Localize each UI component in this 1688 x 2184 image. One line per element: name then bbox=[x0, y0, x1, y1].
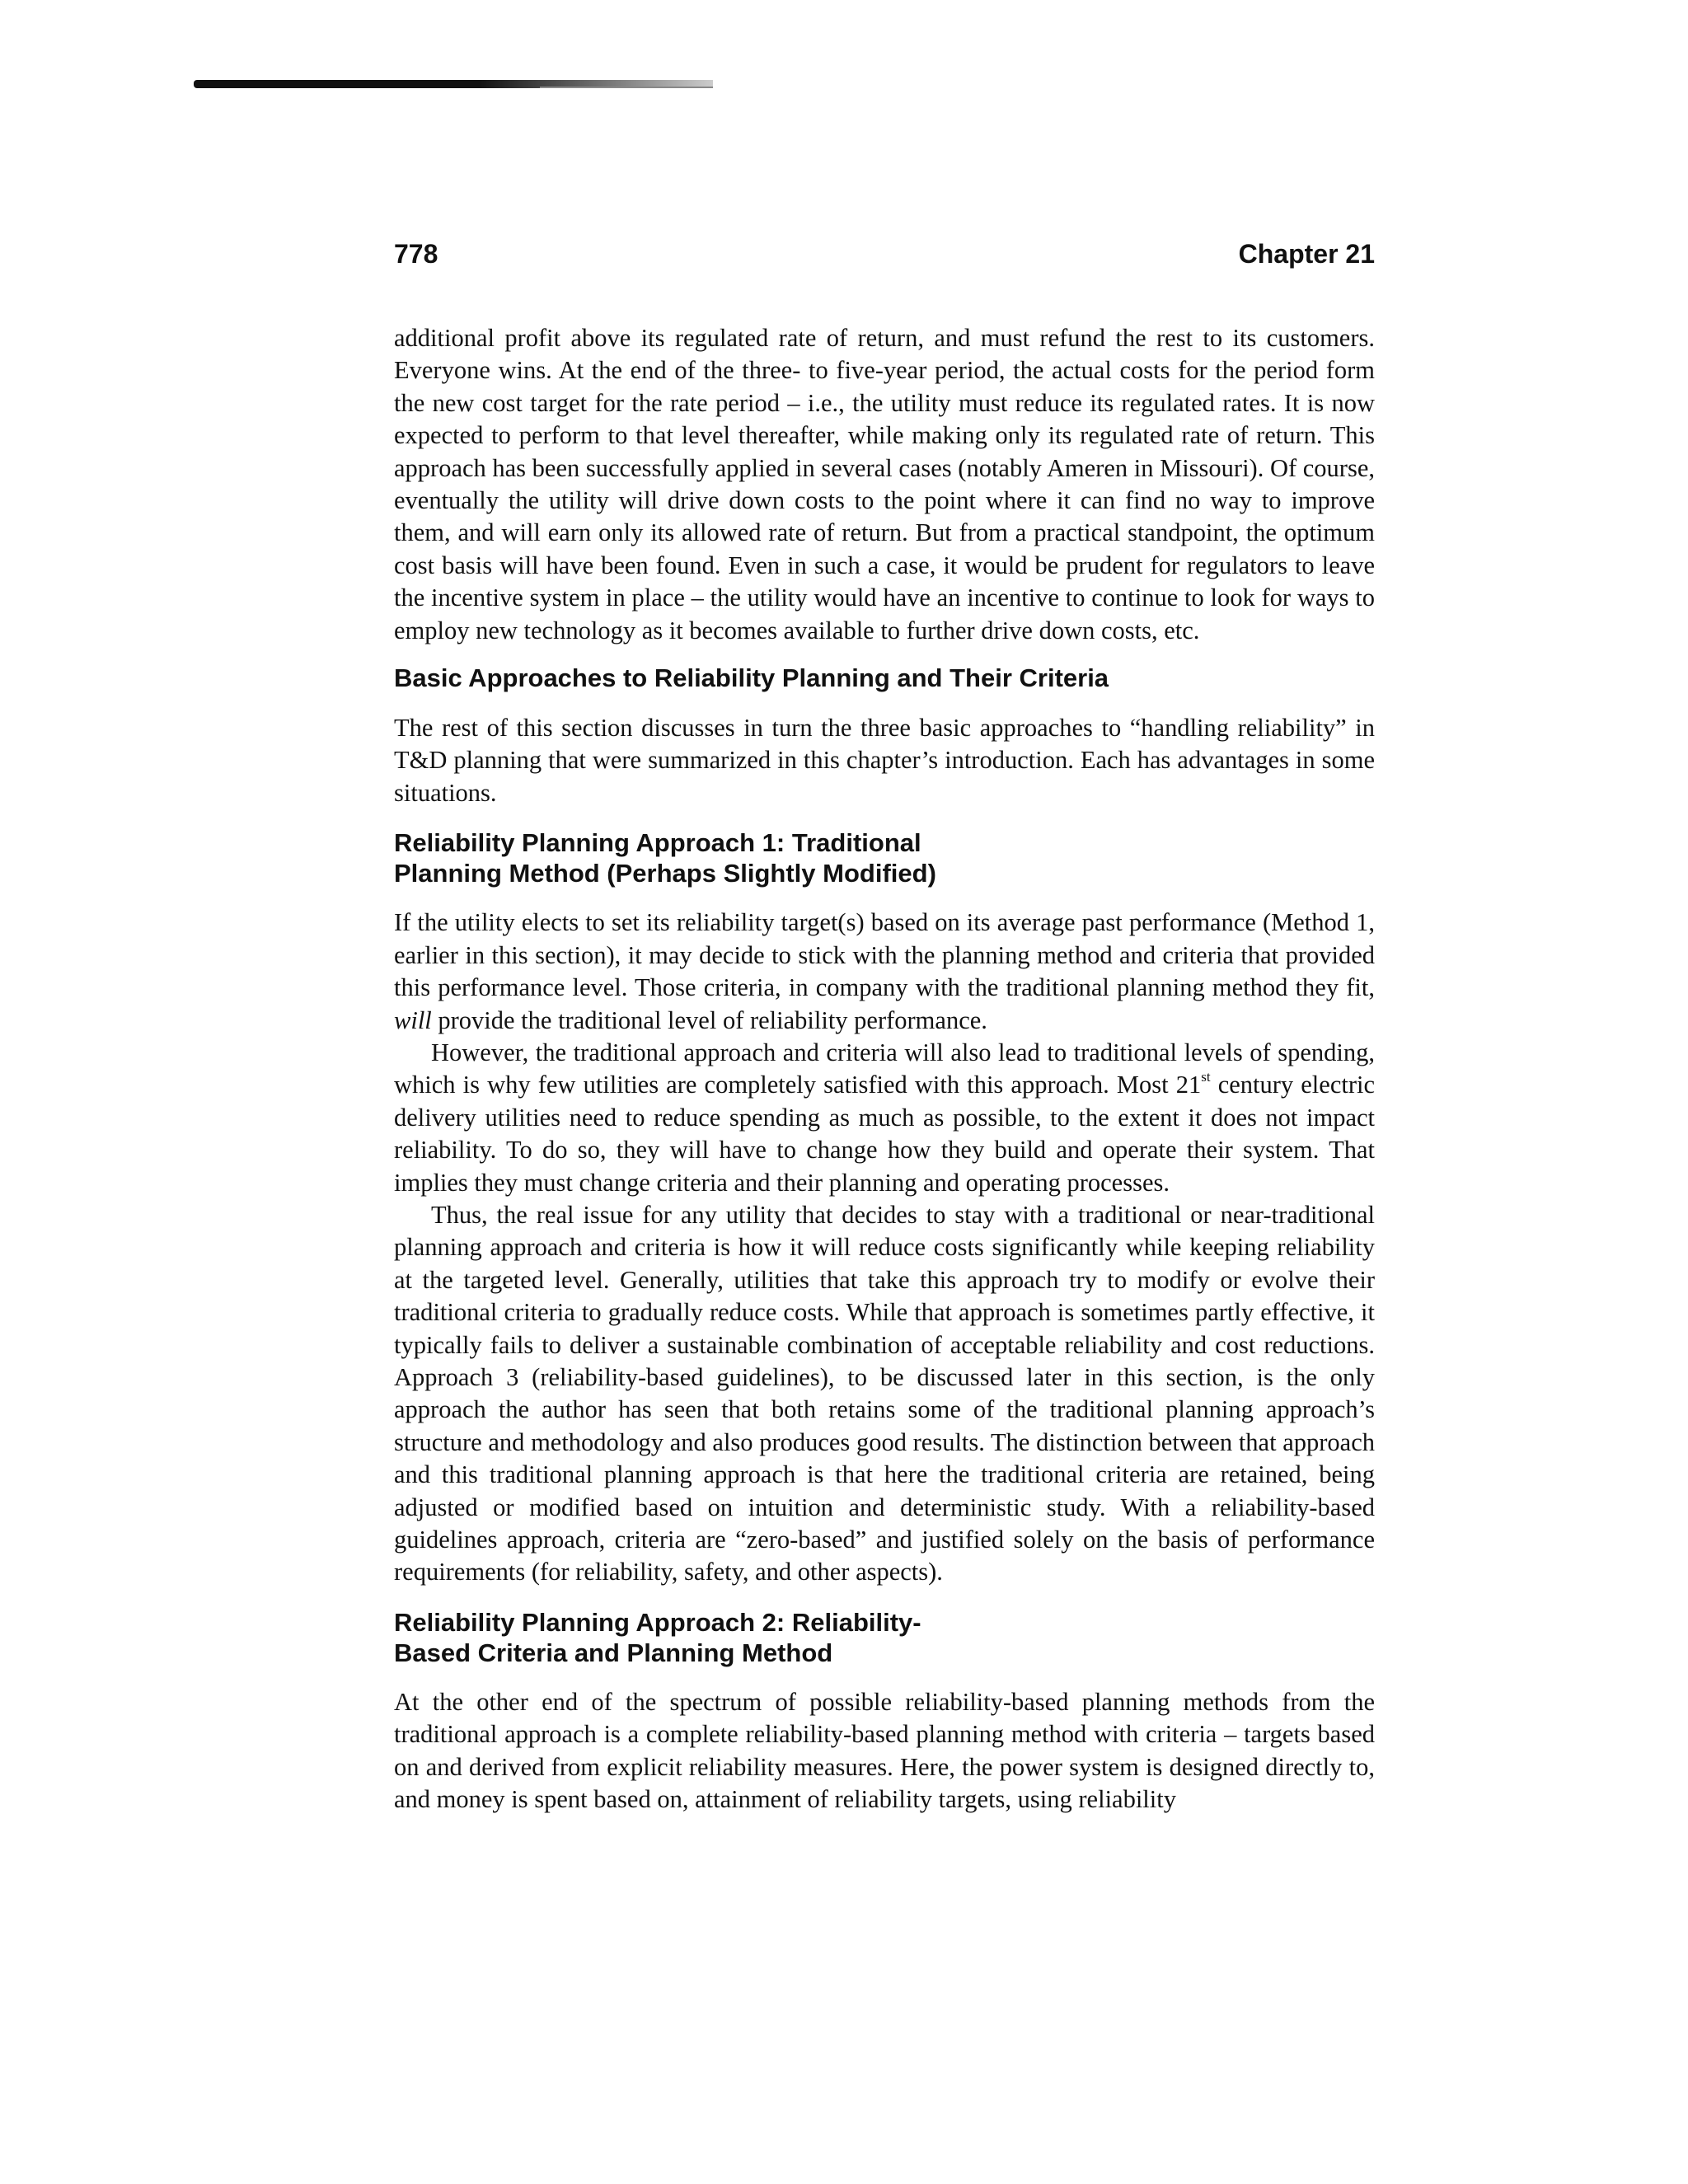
emphasis-will: will bbox=[394, 1005, 432, 1034]
heading-line-1: Reliability Planning Approach 2: Reliability- bbox=[394, 1607, 921, 1637]
scan-artifact-bar bbox=[194, 80, 713, 88]
heading-line-2: Planning Method (Perhaps Slightly Modified) bbox=[394, 859, 936, 888]
running-header bbox=[394, 239, 1375, 269]
superscript-st: st bbox=[1201, 1069, 1211, 1085]
paragraph-2: The rest of this section discusses in turn the three basic approaches to “handling reliability” in T&D planning that were summarized in this chapter’s introduction. Each has advantages in some situations. bbox=[394, 714, 1375, 807]
heading-line-1: Reliability Planning Approach 1: Traditional bbox=[394, 828, 921, 858]
page-number: 778 bbox=[394, 239, 438, 269]
chapter-label: Chapter 21 bbox=[1238, 239, 1375, 269]
paragraph-5: Thus, the real issue for any utility that decides to stay with a traditional or near-traditional planning approach and criteria is how it will reduce costs significantly while keeping reliability at the targeted level. Generally, utilities that take this approach try to modify or evolve their traditional criteria to gradually reduce costs. While that approach is sometimes partly effective, it typically fails to deliver a sustainable combination of acceptable reliability and cost reductions. Approach 3 (reliability-based guidelines), to be discussed later in this section, is the only approach the author has seen that both retains some of the traditional planning approach’s structure and methodology and also produces good results. The distinction between that approach and this traditional planning approach is that here the traditional criteria are retained, being adjusted or modified based on intuition and deterministic study. With a reliability-based guidelines approach, criteria are “zero-based” and justified solely on the basis of performance requirements (for reliability, safety, and other aspects). bbox=[394, 1200, 1375, 1586]
text-run: If the utility elects to set its reliability target(s) based on its average past performance (Method 1, earlier in this section), it may decide to stick with the planning method and criteria that provided this performance level. Those criteria, in company with the traditional planning method they fit, bbox=[394, 908, 1375, 1002]
paragraph-4 bbox=[394, 1037, 1375, 1199]
section-heading-basic-approaches: Basic Approaches to Reliability Planning and Their Criteria bbox=[394, 663, 1109, 693]
subsection-heading-approach-2 bbox=[394, 1607, 1375, 1668]
heading-line-2: Based Criteria and Planning Method bbox=[394, 1638, 833, 1667]
paragraph-6: At the other end of the spectrum of possible reliability-based planning methods from the traditional approach is a complete reliability-based planning method with criteria – targets based on and derived from explicit reliability measures. Here, the power system is designed directly to, and money is spent based on, attainment of reliability targets, using reliability bbox=[394, 1687, 1375, 1814]
page-body bbox=[394, 322, 1375, 1816]
text-run: century electric delivery utilities need to reduce spending as much as possible, to the extent it does not impact reliability. To do so, they will have to change how they build and operate their system. That implies they must change criteria and their planning and operating processes. bbox=[394, 1071, 1376, 1197]
subsection-heading-approach-1 bbox=[394, 827, 1375, 888]
text-run: However, the traditional approach and criteria will also lead to traditional levels of spending, which is why few utilities are completely satisfied with this approach. Most 21 bbox=[394, 1038, 1375, 1099]
text-run: provide the traditional level of reliability performance. bbox=[431, 1005, 987, 1034]
paragraph-3 bbox=[394, 907, 1375, 1037]
paragraph-1: additional profit above its regulated rate of return, and must refund the rest to its customers. Everyone wins. At the end of the three- to five-year period, the actual costs for the period form the new cost target for the rate period – i.e., the utility must reduce its regulated rates. It is now expected to perform to that level thereafter, while making only its regulated rate of return. This approach has been successfully applied in several cases (notably Ameren in Missouri). Of course, eventually the utility will drive down costs to the point where it can find no way to improve them, and will earn only its allowed rate of return. But from a practical standpoint, the optimum cost basis will have been found. Even in such a case, it would be prudent for regulators to leave the incentive system in place – the utility would have an incentive to continue to look for ways to employ new technology as it becomes available to further drive down costs, etc. bbox=[394, 324, 1375, 644]
